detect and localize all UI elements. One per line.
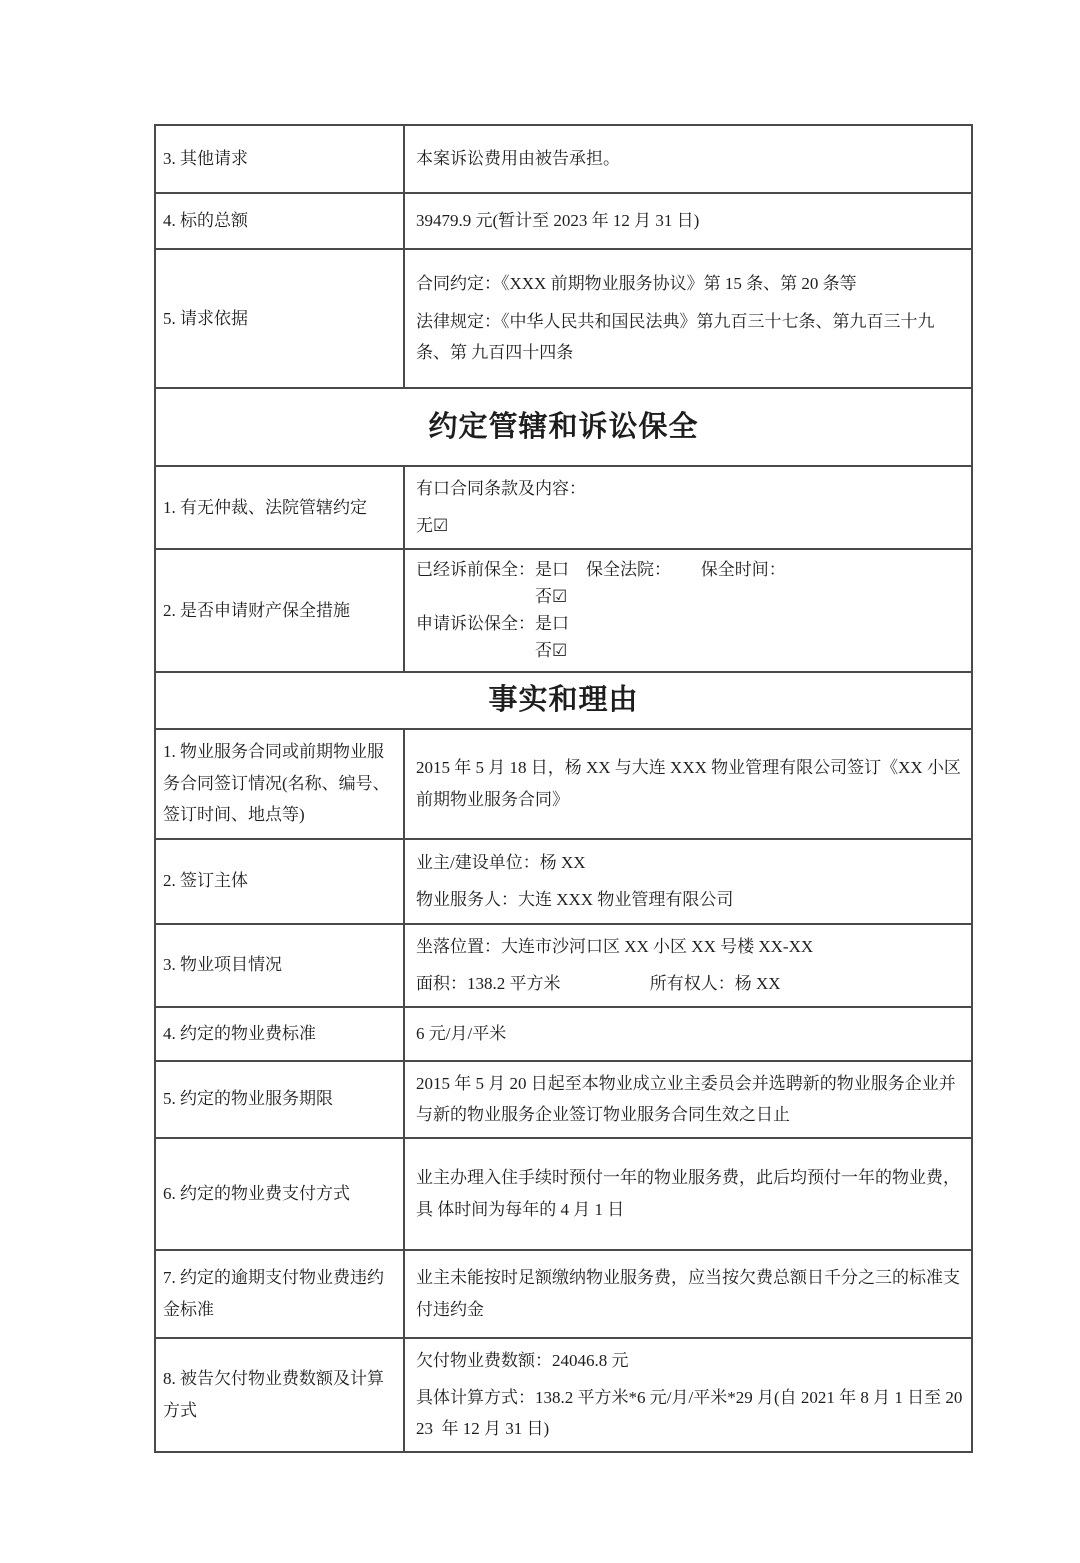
value-paragraph: 法律规定：《中华人民共和国民法典》第九百三十七条、第九百三十九条、第 九百四十四条 xyxy=(416,311,935,363)
row-label-cell xyxy=(156,250,405,387)
table-row-target-amount xyxy=(156,192,971,248)
row-label: 5. 约定的物业服务期限 xyxy=(163,1089,333,1109)
value-paragraph: 业主/建设单位：杨 XX xyxy=(416,852,586,872)
row-value-cell xyxy=(405,925,971,1006)
row-label: 7. 约定的逾期支付物业费违约金标准 xyxy=(163,1268,384,1319)
value-paragraph: 业主未能按时足额缴纳物业服务费，应当按欠费总额日千分之三的标准支付违约金 xyxy=(416,1268,960,1319)
table-row-arbitration-agreement xyxy=(156,465,971,548)
row-value-cell xyxy=(405,250,971,387)
row-value-cell xyxy=(405,1139,971,1249)
row-value-cell xyxy=(405,840,971,923)
value-paragraph: 无☑ xyxy=(416,516,449,536)
table-row-signing-parties xyxy=(156,838,971,923)
section-header-facts xyxy=(156,671,971,728)
table-row-penalty-standard xyxy=(156,1249,971,1337)
table-row-property-preservation xyxy=(156,548,971,671)
row-value-cell xyxy=(405,467,971,548)
table-row-payment-method xyxy=(156,1137,971,1249)
row-value-cell xyxy=(405,550,971,671)
value-paragraph: 业主办理入住手续时预付一年的物业服务费，此后均预付一年的物业费，具 体时间为每年的 4 月 1 日 xyxy=(416,1168,960,1219)
value-paragraph: 合同约定：《XXX 前期物业服务协议》第 15 条、第 20 条等 xyxy=(416,274,857,294)
value-paragraph: 面积：138.2 平方米 所有权人：杨 XX xyxy=(416,974,781,994)
row-value-cell xyxy=(405,1339,971,1451)
row-label-cell xyxy=(156,1251,405,1337)
row-label-cell xyxy=(156,1339,405,1451)
table-row-fee-standard xyxy=(156,1006,971,1060)
row-label-cell xyxy=(156,730,405,838)
value-paragraph: 6 元/月/平米 xyxy=(416,1023,507,1043)
row-value-cell xyxy=(405,194,971,248)
row-value-cell xyxy=(405,1062,971,1137)
value-paragraph: 物业服务人：大连 XXX 物业管理有限公司 xyxy=(416,890,734,910)
row-label: 3. 物业项目情况 xyxy=(163,955,282,975)
row-label: 4. 约定的物业费标准 xyxy=(163,1023,316,1043)
row-label-cell xyxy=(156,1008,405,1060)
value-paragraph: 否☑ xyxy=(416,641,568,661)
table-row-claim-basis xyxy=(156,248,971,387)
row-label-cell xyxy=(156,925,405,1006)
row-value-cell xyxy=(405,730,971,838)
table-row-service-term xyxy=(156,1060,971,1137)
value-paragraph: 申请诉讼保全：是口 xyxy=(416,614,569,634)
table-row-owed-amount xyxy=(156,1337,971,1451)
value-paragraph: 坐落位置：大连市沙河口区 XX 小区 XX 号楼 XX-XX xyxy=(416,936,814,956)
row-label: 1. 物业服务合同或前期物业服务合同签订情况(名称、编号、签订时间、地点等) xyxy=(163,742,390,825)
row-label: 6. 约定的物业费支付方式 xyxy=(163,1183,350,1203)
row-value-cell xyxy=(405,1008,971,1060)
row-value-cell xyxy=(405,126,971,192)
section-title: 事实和理由 xyxy=(488,684,639,716)
value-paragraph: 否☑ xyxy=(416,587,568,607)
row-label-cell xyxy=(156,126,405,192)
row-label-cell xyxy=(156,840,405,923)
row-label: 4. 标的总额 xyxy=(163,211,248,231)
row-label: 2. 是否申请财产保全措施 xyxy=(163,600,350,620)
table-row-contract-signing xyxy=(156,728,971,838)
value-paragraph: 已经诉前保全：是口 保全法院： 保全时间： xyxy=(416,559,786,579)
row-label-cell xyxy=(156,550,405,671)
row-label-cell xyxy=(156,194,405,248)
table-row-other-claims xyxy=(156,126,971,192)
row-label: 1. 有无仲裁、法院管辖约定 xyxy=(163,497,367,517)
value-paragraph: 有口合同条款及内容： xyxy=(416,479,586,498)
row-label: 8. 被告欠付物业费数额及计算方式 xyxy=(163,1369,384,1420)
form-table xyxy=(154,124,973,1453)
value-paragraph: 39479.9 元(暂计至 2023 年 12 月 31 日) xyxy=(416,211,700,231)
value-paragraph: 2015 年 5 月 20 日起至本物业成立业主委员会并选聘新的物业服务企业并与新的物业服务企业签订物业服务合同生效之日止 xyxy=(416,1073,956,1124)
row-label-cell xyxy=(156,1139,405,1249)
value-paragraph: 本案诉讼费用由被告承担。 xyxy=(416,149,620,169)
row-label-cell xyxy=(156,1062,405,1137)
row-value-cell xyxy=(405,1251,971,1337)
value-paragraph: 具体计算方式：138.2 平方米*6 元/月/平米*29 月(自 2021 年 8 月 1 日至 2023 年 12 月 31 日) xyxy=(416,1387,963,1439)
row-label-cell xyxy=(156,467,405,548)
row-label: 2. 签订主体 xyxy=(163,871,248,891)
section-title: 约定管辖和诉讼保全 xyxy=(428,410,699,443)
value-paragraph: 2015 年 5 月 18 日，杨 XX 与大连 XXX 物业管理有限公司签订《XX 小区前期物业服务合同》 xyxy=(416,758,961,809)
section-header-jurisdiction xyxy=(156,387,971,465)
table-row-property-info xyxy=(156,923,971,1006)
row-label: 5. 请求依据 xyxy=(163,308,248,328)
value-paragraph: 欠付物业费数额：24046.8 元 xyxy=(416,1350,629,1370)
row-label: 3. 其他请求 xyxy=(163,149,248,169)
